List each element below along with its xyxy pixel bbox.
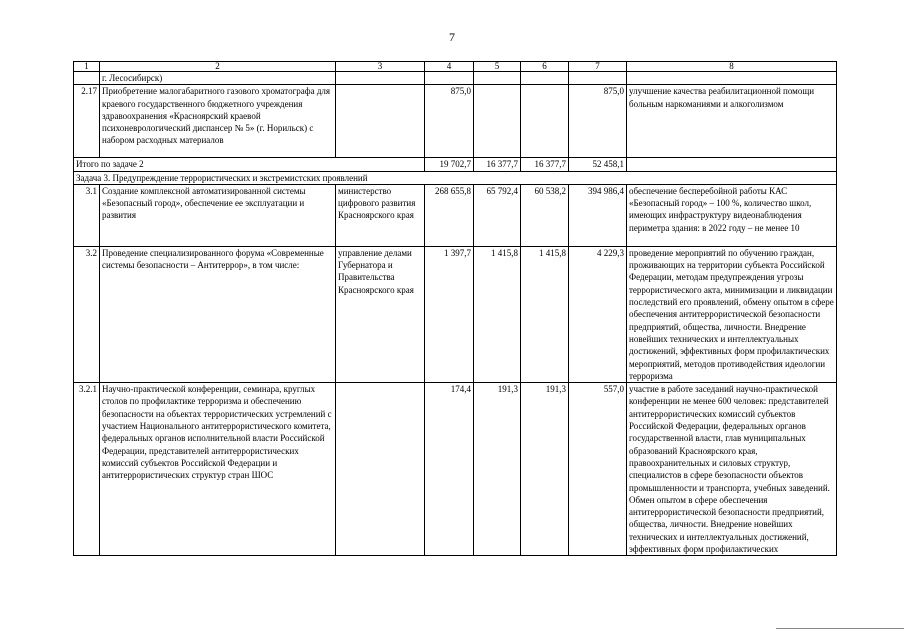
table-row	[74, 184, 837, 246]
cell-executor: управление делами Губернатора и Правительства Красноярского края	[336, 246, 425, 382]
cell-total: 394 986,4	[569, 184, 627, 246]
section-row	[74, 171, 837, 184]
cell-total: 557,0	[569, 383, 627, 556]
cell-description: г. Лесосибирск)	[100, 72, 336, 85]
header-row	[74, 62, 837, 72]
subtotal-label: Итого по задаче 2	[74, 158, 425, 171]
cell-number: 3.2	[74, 246, 100, 382]
cell-description: Приобретение малогабаритного газового хроматографа для краевого государственного бюджетного учреждения здравоохранения «Красноярский краевой психоневрологический диспансер № 5» (г. Норильск) с набором расходных материалов	[100, 85, 336, 158]
cell-total: 875,0	[569, 85, 627, 158]
cell-value: 174,4	[425, 383, 474, 556]
table-row	[74, 246, 837, 382]
cell-value	[474, 85, 521, 158]
column-header-2: 2	[100, 62, 336, 72]
cell-value: 60 538,2	[521, 184, 569, 246]
column-header-4: 4	[425, 62, 474, 72]
cell-total: 52 458,1	[569, 158, 627, 171]
cell-value: 191,3	[521, 383, 569, 556]
cell-value: 16 377,7	[521, 158, 569, 171]
cell-value	[474, 72, 521, 85]
column-header-3: 3	[336, 62, 425, 72]
cell-result	[627, 158, 837, 171]
cell-result	[627, 72, 837, 85]
cell-value: 1 415,8	[474, 246, 521, 382]
column-header-8: 8	[627, 62, 837, 72]
cell-executor	[336, 85, 425, 158]
cell-value: 875,0	[425, 85, 474, 158]
cell-number: 3.2.1	[74, 383, 100, 556]
cell-result: участие в работе заседаний научно-практической конференции не менее 600 человек: представителей антитеррористических комиссий субъектов Российской Федерации, федеральных органов государственной власти, глав муниципальных образований Красноярского края, правоохранительных и силовых структур, специалистов в сфере безопасности объектов промышленности и транспорта, учебных заведений. Обмен опытом в сфере обеспечения антитеррористической безопасности предприятий, общества, личности. Внедрение новейших технических и интеллектуальных достижений, эффективных форм профилактических	[627, 383, 837, 556]
cell-number	[74, 72, 100, 85]
cell-result: обеспечение бесперебойной работы КАС «Безопасный город» – 100 %, количество школ, имеющих инфраструктуру видеонаблюдения периметра здания: в 2022 году – не менее 10	[627, 184, 837, 246]
cell-executor	[336, 72, 425, 85]
cell-total: 4 229,3	[569, 246, 627, 382]
table-row	[74, 85, 837, 158]
table-row	[74, 72, 837, 85]
cell-description: Создание комплексной автоматизированной системы «Безопасный город», обеспечение ее эксплуатации и развития	[100, 184, 336, 246]
cell-description: Проведение специализированного форума «Современные системы безопасности – Антитеррор», в том числе:	[100, 246, 336, 382]
column-header-1: 1	[74, 62, 100, 72]
cell-value: 65 792,4	[474, 184, 521, 246]
cell-value	[521, 72, 569, 85]
cell-value	[521, 85, 569, 158]
cell-value: 1 415,8	[521, 246, 569, 382]
program-table	[73, 61, 837, 556]
column-header-5: 5	[474, 62, 521, 72]
page-number: 7	[449, 30, 455, 44]
cell-value	[425, 72, 474, 85]
cell-value: 1 397,7	[425, 246, 474, 382]
subtotal-row	[74, 158, 837, 171]
column-header-7: 7	[569, 62, 627, 72]
cell-value: 191,3	[474, 383, 521, 556]
cell-value: 268 655,8	[425, 184, 474, 246]
column-header-6: 6	[521, 62, 569, 72]
cell-executor	[336, 383, 425, 556]
table-row	[74, 383, 837, 556]
cell-value: 19 702,7	[425, 158, 474, 171]
cell-number: 3.1	[74, 184, 100, 246]
scan-edge-line	[776, 628, 904, 629]
cell-result: улучшение качества реабилитационной помощи больным наркоманиями и алкоголизмом	[627, 85, 837, 158]
cell-number: 2.17	[74, 85, 100, 158]
section-title: Задача 3. Предупреждение террористических и экстремистских проявлений	[74, 171, 837, 184]
cell-result: проведение мероприятий по обучению граждан, проживающих на территории субъекта Российской Федерации, методам предупреждения угрозы террористического акта, минимизации и ликвидации последствий его проявлений, обмену опытом в сфере обеспечения антитеррористической безопасности предприятий, общества, личности. Внедрение новейших технических и интеллектуальных достижений, эффективных форм профилактических мероприятий, методов противодействия идеологии терроризма	[627, 246, 837, 382]
cell-executor: министерство цифрового развития Красноярского края	[336, 184, 425, 246]
cell-value: 16 377,7	[474, 158, 521, 171]
cell-total	[569, 72, 627, 85]
cell-description: Научно-практической конференции, семинара, круглых столов по профилактике терроризма и обеспечению безопасности на объектах террористических устремлений с участием Национального антитеррористического комитета, федеральных органов исполнительной власти Российской Федерации, представителей антитеррористических комиссий субъектов Российской Федерации и антитеррористических структур стран ШОС	[100, 383, 336, 556]
